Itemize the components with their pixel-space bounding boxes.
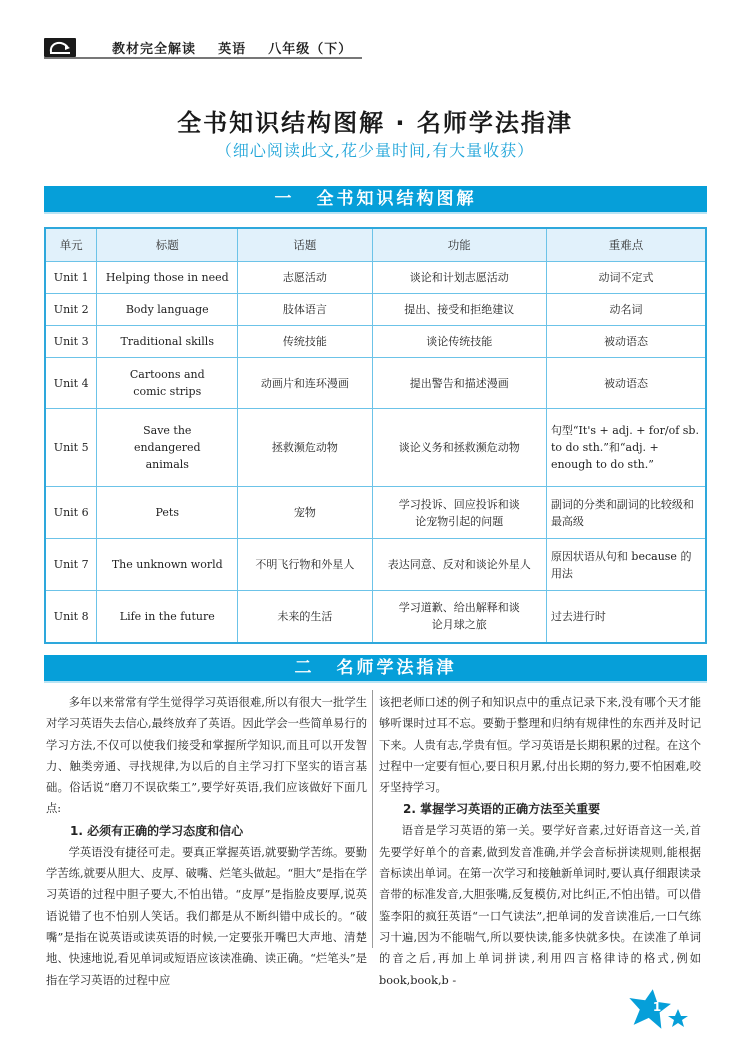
cell-unit: Unit 4	[45, 358, 97, 409]
cell-title: Save the endangered animals	[97, 409, 238, 487]
cell-function: 学习投诉、回应投诉和谈论宠物引起的问题	[372, 487, 546, 539]
section-number: 一	[274, 189, 295, 209]
publisher-logo-icon	[44, 38, 76, 57]
cell-title: Cartoons and comic strips	[97, 358, 238, 409]
column-left	[46, 692, 367, 991]
column-divider	[372, 690, 373, 948]
page-title: 全书知识结构图解 · 名师学法指津	[177, 109, 573, 137]
cell-unit: Unit 6	[45, 487, 97, 539]
column-header: 单元	[45, 228, 97, 262]
cell-topic: 未来的生活	[238, 591, 372, 643]
cell-unit: Unit 1	[45, 262, 97, 294]
knowledge-structure-table	[44, 227, 707, 644]
subheading-1: 1. 必须有正确的学习态度和信心	[70, 823, 244, 838]
cell-key-point: 副词的分类和副词的比较级和最高级	[546, 487, 706, 539]
cell-key-point: 被动语态	[546, 358, 706, 409]
cell-function: 学习道歉、给出解释和谈论月球之旅	[372, 591, 546, 643]
table-row	[45, 539, 706, 591]
running-header	[44, 38, 362, 59]
paragraph-1-continued: 该把老师口述的例子和知识点中的重点记录下来,没有哪个天才能够听课时过耳不忘。要勤于整理和归纳有规律性的东西并及时记下来。人贵有志,学贵有恒。学习英语是长期积累的过程。在这个过程中一定要有恒心,要日积月累,付出长期的努力,要不怕困难,咬牙坚持学习。	[379, 696, 701, 795]
section-banner-2	[44, 655, 707, 683]
header-title: 教材完全解读 英语 八年级（下）	[112, 42, 353, 57]
table-row	[45, 591, 706, 643]
cell-topic: 宠物	[238, 487, 372, 539]
cell-topic: 志愿活动	[238, 262, 372, 294]
cell-key-point: 动词不定式	[546, 262, 706, 294]
cell-topic: 动画片和连环漫画	[238, 358, 372, 409]
cell-key-point: 被动语态	[546, 326, 706, 358]
column-header: 功能	[372, 228, 546, 262]
column-header: 标题	[97, 228, 238, 262]
cell-title: Helping those in need	[97, 262, 238, 294]
cell-function: 表达同意、反对和谈论外星人	[372, 539, 546, 591]
cell-title: The unknown world	[97, 539, 238, 591]
paragraph-2: 语音是学习英语的第一关。要学好音素,过好语音这一关,首先要学好单个的音素,做到发音准确,并学会音标拼读规则,能根据音标读出单词。在第一次学习和接触新单词时,要认真仔细跟读录音带的标准发音,大胆张嘴,反复模仿,对比纠正,不怕出错。可以借鉴李阳的疯狂英语“一口气读法”,把单词的发音读准后,一口气练习十遍,因为不能喘气,所以要快读,能多快就多快。在读准了单词的音之后,再加上单词拼读,利用四言格律诗的格式,例如 book,book,b -	[379, 824, 701, 987]
table-header-row	[45, 228, 706, 262]
column-right	[379, 692, 701, 991]
column-header: 重难点	[546, 228, 706, 262]
cell-title: Traditional skills	[97, 326, 238, 358]
column-header: 话题	[238, 228, 372, 262]
table-row	[45, 326, 706, 358]
page-subtitle: （细心阅读此文,花少量时间,有大量收获）	[215, 141, 535, 160]
cell-title: Life in the future	[97, 591, 238, 643]
cell-topic: 肢体语言	[238, 294, 372, 326]
cell-key-point: 动名词	[546, 294, 706, 326]
section-number: 二	[294, 658, 315, 678]
section-banner-1	[44, 186, 707, 214]
cell-unit: Unit 2	[45, 294, 97, 326]
table-row	[45, 409, 706, 487]
table-row	[45, 358, 706, 409]
cell-title: Pets	[97, 487, 238, 539]
cell-function: 谈论和计划志愿活动	[372, 262, 546, 294]
cell-unit: Unit 8	[45, 591, 97, 643]
cell-function: 谈论义务和拯救濒危动物	[372, 409, 546, 487]
section-title: 全书知识结构图解	[316, 189, 477, 209]
subheading-2: 2. 掌握学习英语的正确方法至关重要	[403, 802, 601, 817]
cell-topic: 不明飞行物和外星人	[238, 539, 372, 591]
table-row	[45, 294, 706, 326]
cell-topic: 传统技能	[238, 326, 372, 358]
cell-key-point: 过去进行时	[546, 591, 706, 643]
section-title: 名师学法指津	[336, 658, 457, 678]
cell-unit: Unit 7	[45, 539, 97, 591]
page-number: 1	[652, 1000, 662, 1014]
paragraph-1: 学英语没有捷径可走。要真正掌握英语,就要勤学苦练。要勤学苦练,就要从胆大、皮厚、破嘴、烂笔头做起。“胆大”是指在学习英语的过程中胆子要大,不怕出错。“皮厚”是指脸皮要厚,说英语说错了也不怕别人笑话。我们都是从不断纠错中成长的。“破嘴”是指在说英语或读英语的时候,一定要张开嘴巴大声地、清楚地、快速地说,看见单词或短语应该读准确、读正确。“烂笔头”是指在学习英语的过程中应	[46, 845, 367, 987]
intro-paragraph: 多年以来常常有学生觉得学习英语很难,所以有很大一批学生对学习英语失去信心,最终放弃了英语。因此学会一些简单易行的学习方法,不仅可以使我们接受和掌握所学知识,而且可以开发智力、触类旁通、寻找规律,为以后的自主学习打下坚实的语言基础。俗话说“磨刀不误砍柴工”,要学好英语,我们应该做好下面几点:	[46, 696, 367, 816]
table-row	[45, 262, 706, 294]
cell-function: 提出、接受和拒绝建议	[372, 294, 546, 326]
table-row	[45, 487, 706, 539]
cell-key-point: 句型“It's + adj. + for/of sb. to do sth.”和“adj. + enough to do sth.”	[546, 409, 706, 487]
cell-unit: Unit 3	[45, 326, 97, 358]
cell-title: Body language	[97, 294, 238, 326]
cell-function: 谈论传统技能	[372, 326, 546, 358]
cell-unit: Unit 5	[45, 409, 97, 487]
cell-topic: 拯救濒危动物	[238, 409, 372, 487]
cell-function: 提出警告和描述漫画	[372, 358, 546, 409]
cell-key-point: 原因状语从句和 because 的用法	[546, 539, 706, 591]
